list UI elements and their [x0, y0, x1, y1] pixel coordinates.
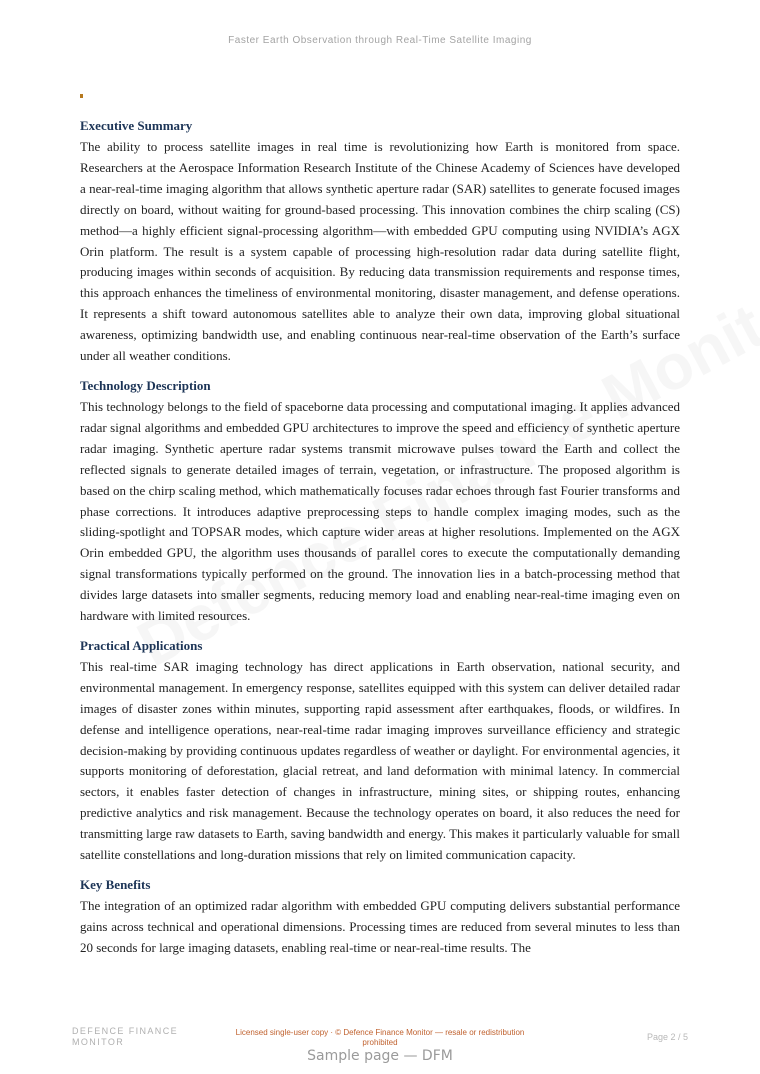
section-heading: Technology Description: [80, 377, 211, 393]
section-heading: Practical Applications: [80, 637, 203, 653]
section-executive-summary: [80, 116, 680, 367]
section-paragraph: The ability to process satellite images in real time is revolutionizing how Earth is monitored from space. Researchers at the Aerospace Information Research Institute of the Chinese Academy of Sciences have developed a near-real-time imaging algorithm that allows synthetic aperture radar (SAR) satellites to generate focused images directly on board, without waiting for ground-based processing. This innovation combines the chirp scaling (CS) method—a highly efficient signal-processing algorithm—with embedded GPU computing using NVIDIA’s AGX Orin platform. The result is a system capable of processing high-resolution radar data during satellite flight, producing images within seconds of acquisition. By reducing data transmission requirements and response times, this approach enhances the timeliness of environmental monitoring, disaster management, and defense operations. It represents a shift toward autonomous satellites able to analyze their own data, improving global situational awareness, optimizing bandwidth use, and enabling continuous near-real-time observation of the Earth’s surface under all weather conditions.: [80, 139, 680, 364]
section-heading: Key Benefits: [80, 877, 151, 892]
footer-license-notice: Licensed single-user copy · © Defence Finance Monitor — resale or redistribution prohibited: [235, 1028, 525, 1047]
section-paragraph: This real-time SAR imaging technology has direct applications in Earth observation, national security, and environmental management. In emergency response, satellites equipped with this system can deliver detailed radar images of disaster zones within minutes, supporting rapid assessment after earthquakes, floods, or wildfires. In defense and intelligence operations, near-real-time radar imaging improves surveillance efficiency and strategic decision-making by providing continuous updates regardless of weather or daylight. For environmental agencies, it supports monitoring of deforestation, glacial retreat, and land deformation with minimal latency. In commercial sectors, it enables faster detection of changes in infrastructure, mining sites, or shipping routes, enhancing predictive analytics and risk management. Because the technology operates on board, it also reduces the need for transmitting large raw datasets to Earth, saving bandwidth and energy. This makes it particularly valuable for small satellite constellations and long-duration missions that rely on limited communication capacity.: [80, 658, 680, 863]
running-header-title: Faster Earth Observation through Real-Time Satellite Imaging: [228, 35, 532, 46]
footer-page-number: Page 2 / 5: [646, 1032, 688, 1042]
section-heading: Executive Summary: [80, 118, 193, 133]
footer-brand: [72, 1026, 178, 1048]
section-key-benefits: [80, 875, 680, 959]
accent-mark: [80, 94, 83, 98]
footer-brand-line: DEFENCE FINANCE: [72, 1026, 179, 1036]
document-body: [80, 116, 680, 968]
section-practical-applications: [80, 636, 680, 866]
footer-brand-line: MONITOR: [72, 1037, 125, 1047]
sample-page-stamp: Sample page — DFM: [307, 1048, 453, 1064]
section-technology-description: [80, 376, 680, 627]
section-paragraph: The integration of an optimized radar algorithm with embedded GPU computing delivers substantial performance gains across technical and operational dimensions. Processing times are reduced from several minutes to less than 20 seconds for large imaging datasets, enabling real-time or near-real-time results. The: [80, 898, 680, 955]
section-paragraph: This technology belongs to the field of spaceborne data processing and computational imaging. It applies advanced radar signal algorithms and embedded GPU architectures to improve the speed and efficiency of synthetic aperture radar imaging. Synthetic aperture radar systems transmit microwave pulses toward the Earth and collect the reflected signals to generate detailed images of terrain, vegetation, or infrastructure. The proposed algorithm is based on the chirp scaling method, which mathematically focuses radar echoes through fast Fourier transforms and phase corrections. It introduces adaptive preprocessing steps to handle complex imaging modes, such as the sliding-spotlight and TOPSAR modes, which capture wider areas at higher resolutions. Implemented on the AGX Orin embedded GPU, the algorithm uses thousands of parallel cores to execute the computationally demanding signal transformations typically performed on the ground. The innovation lies in a batch-processing method that divides large datasets into smaller segments, reducing memory load and enabling near-real-time imaging even on hardware with limited resources.: [80, 398, 680, 624]
